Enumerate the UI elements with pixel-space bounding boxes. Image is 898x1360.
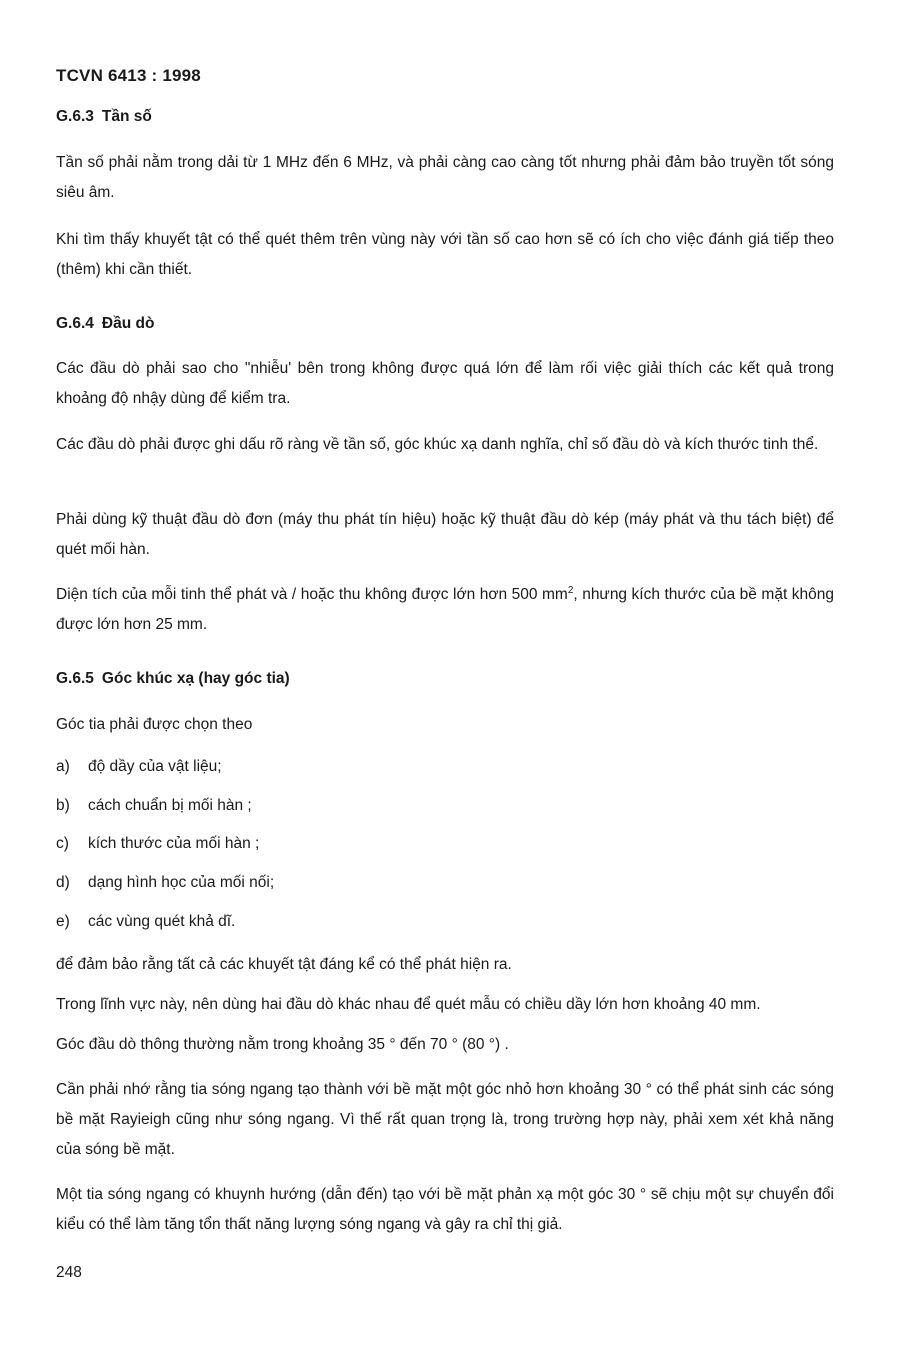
list-marker: a) [56, 758, 70, 775]
list-item [56, 795, 252, 817]
section-title: Tần số [101, 108, 152, 125]
list-marker: b) [56, 797, 70, 814]
paragraph-text: Diện tích của mỗi tinh thể phát và / hoặc thu không được lớn hơn 500 mm [56, 586, 568, 603]
list-item [56, 756, 222, 778]
paragraph: Khi tìm thấy khuyết tật có thể quét thêm trên vùng này với tần số cao hơn sẽ có ích cho việc đánh giá tiếp theo (thêm) khi cần thiết. [56, 231, 834, 278]
list-item [56, 872, 274, 894]
paragraph: Tần số phải nằm trong dải từ 1 MHz đến 6 MHz, và phải càng cao càng tốt nhưng phải đảm bảo truyền tốt sóng siêu âm. [56, 154, 834, 201]
document-page [56, 0, 846, 1360]
list-marker: e) [56, 913, 70, 930]
superscript: 2 [567, 584, 574, 596]
paragraph: Các đầu dò phải sao cho "nhiễu' bên trong không được quá lớn để làm rối việc giải thích các kết quả trong khoảng độ nhậy dùng để kiểm tra. [56, 360, 834, 407]
standard-header: TCVN 6413 : 1998 [56, 66, 201, 85]
list-marker: d) [56, 874, 70, 891]
list-text: cách chuẩn bị mối hàn ; [88, 797, 252, 814]
paragraph: Một tia sóng ngang có khuynh hướng (dẫn đến) tạo với bề mặt phản xạ một góc 30 ° sẽ chịu một sự chuyển đổi kiểu có thể làm tăng tổn thất năng lượng sóng ngang và gây ra chỉ thị giả. [56, 1186, 834, 1233]
list-text: dạng hình học của mối nối; [88, 874, 275, 891]
paragraph: Cần phải nhớ rằng tia sóng ngang tạo thành với bề mặt một góc nhỏ hơn khoảng 30 ° có thể phát sinh các sóng bề mặt Rayieigh cũng như sóng ngang. Vì thế rất quan trọng là, trong trường hợp này, phải xem xét khả năng của sóng bề mặt. [56, 1081, 834, 1158]
paragraph: Phải dùng kỹ thuật đầu dò đơn (máy thu phát tín hiệu) hoặc kỹ thuật đầu dò kép (máy phát và thu tách biệt) để quét mối hàn. [56, 511, 834, 558]
paragraph-area [56, 580, 834, 640]
paragraph: Các đầu dò phải được ghi dấu rõ ràng về tần số, góc khúc xạ danh nghĩa, chỉ số đầu dò và kích thước tinh thể. [56, 436, 819, 453]
section-title: Góc khúc xạ (hay góc tia) [101, 670, 290, 687]
section-title: Đầu dò [101, 315, 155, 332]
section-number: G.6.4 [56, 315, 94, 332]
list-item [56, 911, 235, 933]
paragraph: Góc tia phải được chọn theo [56, 716, 253, 733]
list-text: độ dầy của vật liệu; [88, 758, 222, 775]
section-heading-g65 [56, 670, 290, 688]
paragraph: Trong lĩnh vực này, nên dùng hai đầu dò khác nhau để quét mẫu có chiều dầy lớn hơn khoảng 40 mm. [56, 996, 761, 1013]
list-text: các vùng quét khả dĩ. [88, 913, 236, 930]
list-text: kích thước của mối hàn ; [88, 835, 260, 852]
paragraph: Góc đầu dò thông thường nằm trong khoảng 35 ° đến 70 ° (80 °) . [56, 1036, 509, 1053]
section-heading-g63 [56, 108, 152, 126]
section-heading-g64 [56, 315, 154, 333]
paragraph: để đảm bảo rằng tất cả các khuyết tật đáng kể có thể phát hiện ra. [56, 956, 512, 973]
paragraph-text: , nhưng kích thước của bề mặt không được lớn hơn 25 mm. [56, 586, 834, 633]
section-number: G.6.5 [56, 670, 94, 687]
list-marker: c) [56, 835, 69, 852]
page-number: 248 [56, 1264, 82, 1281]
list-item [56, 833, 259, 855]
section-number: G.6.3 [56, 108, 94, 125]
